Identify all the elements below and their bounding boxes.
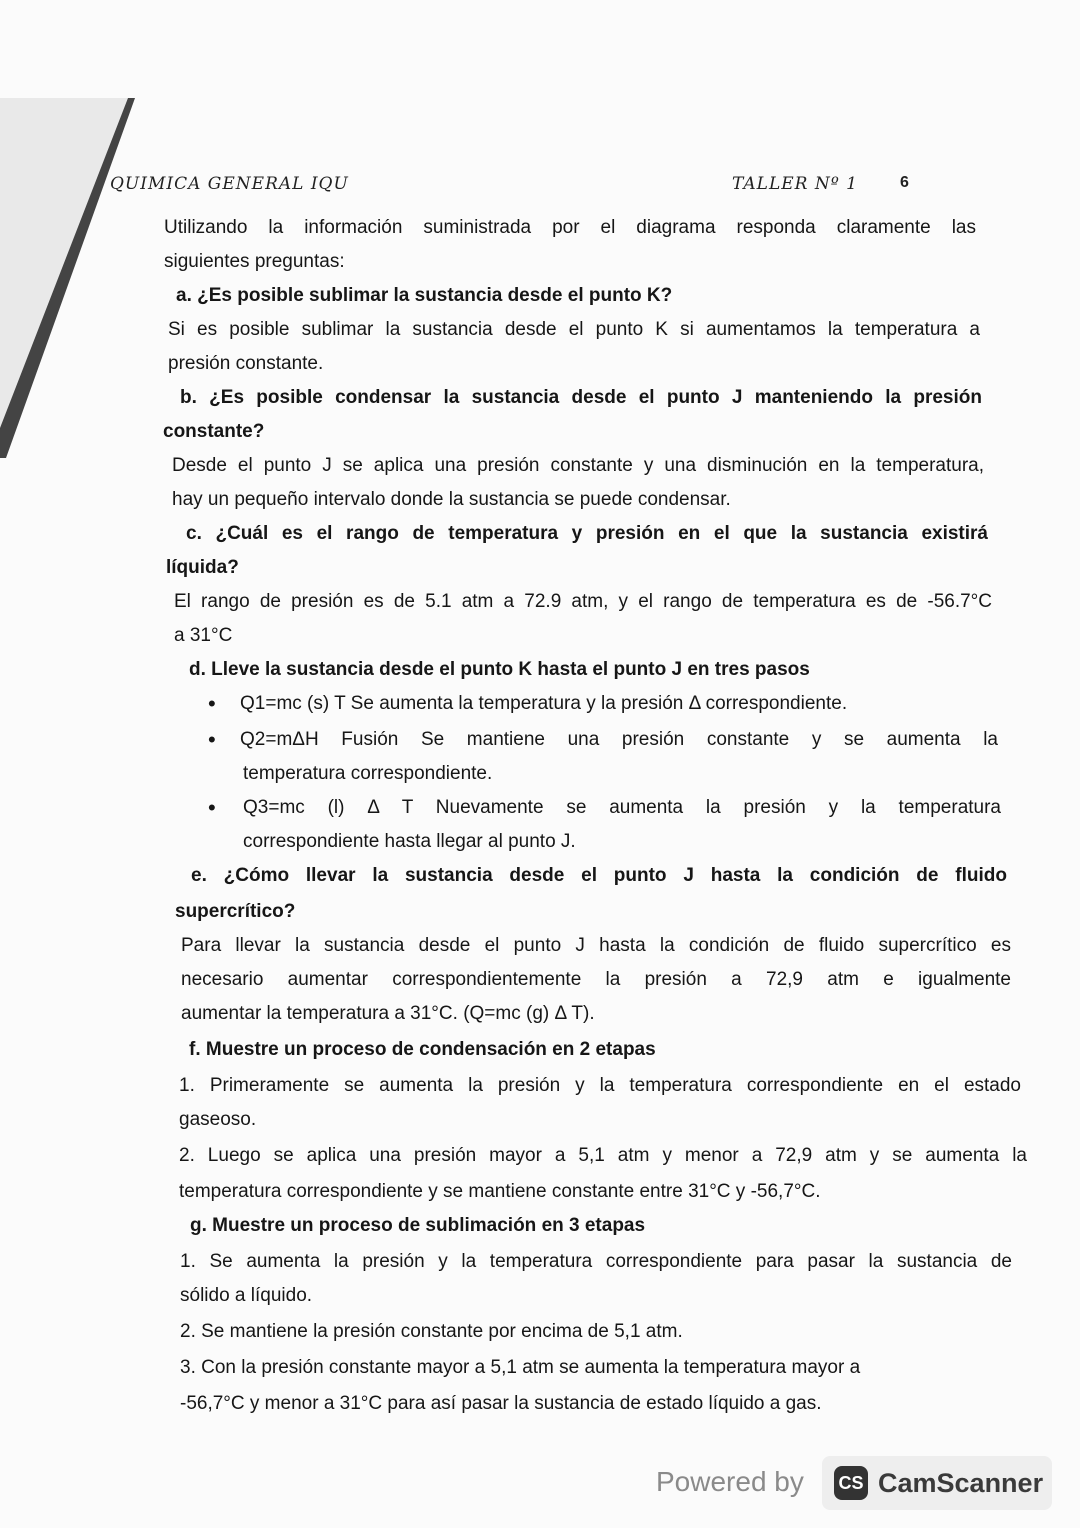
intro-line: Utilizando la información suministrada por el diagrama responda claramente las — [164, 217, 976, 238]
bullet-icon: • — [208, 691, 216, 716]
question-b: constante? — [163, 421, 265, 442]
question-e: supercrítico? — [175, 901, 296, 922]
answer-b-line: Desde el punto J se aplica una presión constante y una disminución en la temperatura, — [172, 455, 984, 476]
answer-g-line: -56,7°C y menor a 31°C para así pasar la sustancia de estado líquido a gas. — [180, 1393, 822, 1414]
answer-f-line: 2. Luego se aplica una presión mayor a 5,1 atm y menor a 72,9 atm y se aumenta la — [179, 1145, 1027, 1166]
bullet-item: Q3=mc (l) Δ T Nuevamente se aumenta la presión y la temperatura — [243, 797, 1001, 818]
question-a: a. ¿Es posible sublimar la sustancia desde el punto K? — [176, 285, 673, 306]
workshop-label: TALLER Nº 1 — [732, 174, 858, 194]
powered-by-label: Powered by — [656, 1466, 804, 1497]
answer-f-line: temperatura correspondiente y se mantiene constante entre 31°C y -56,7°C. — [179, 1181, 821, 1202]
camscanner-brand: CamScanner — [878, 1468, 1044, 1498]
course-title: QUIMICA GENERAL IQU — [110, 174, 349, 194]
intro-line: siguientes preguntas: — [164, 251, 345, 272]
answer-f-line: gaseoso. — [179, 1109, 257, 1130]
question-d: d. Lleve la sustancia desde el punto K hasta el punto J en tres pasos — [189, 659, 810, 680]
question-f: f. Muestre un proceso de condensación en 2 etapas — [189, 1039, 656, 1060]
question-b: b. ¿Es posible condensar la sustancia desde el punto J manteniendo la presión — [180, 387, 982, 408]
bullet-item: Q1=mc (s) T Se aumenta la temperatura y la presión Δ correspondiente. — [240, 693, 848, 714]
camscanner-watermark — [656, 1456, 1056, 1512]
camscanner-logo-icon: CS — [834, 1466, 868, 1500]
answer-g-line: 1. Se aumenta la presión y la temperatura correspondiente para pasar la sustancia de — [180, 1251, 1012, 1272]
answer-c-line: El rango de presión es de 5.1 atm a 72.9 atm, y el rango de temperatura es de -56.7°C — [174, 591, 992, 612]
bullet-icon: • — [208, 795, 216, 820]
answer-e-line: Para llevar la sustancia desde el punto J hasta la condición de fluido supercrítico es — [181, 935, 1011, 956]
answer-e-line: necesario aumentar correspondientemente la presión a 72,9 atm e igualmente — [181, 969, 1011, 990]
scan-page-edge — [0, 98, 140, 458]
answer-g-line: 2. Se mantiene la presión constante por encima de 5,1 atm. — [180, 1321, 683, 1342]
question-c: c. ¿Cuál es el rango de temperatura y presión en el que la sustancia existirá — [186, 523, 988, 544]
bullet-icon: • — [208, 727, 216, 752]
page-header — [110, 168, 980, 202]
answer-f-line: 1. Primeramente se aumenta la presión y la temperatura correspondiente en el estado — [179, 1075, 1021, 1096]
camscanner-badge — [822, 1456, 1052, 1510]
bullet-item: Q2=mΔH Fusión Se mantiene una presión constante y se aumenta la — [240, 729, 998, 750]
answer-b-line: hay un pequeño intervalo donde la sustancia se puede condensar. — [172, 489, 731, 510]
page-number: 6 — [900, 174, 910, 191]
question-g: g. Muestre un proceso de sublimación en 3 etapas — [190, 1215, 646, 1236]
answer-g-line: sólido a líquido. — [180, 1285, 313, 1306]
answer-e-line: aumentar la temperatura a 31°C. (Q=mc (g) Δ T). — [181, 1003, 595, 1024]
question-c: líquida? — [166, 557, 239, 578]
answer-a-line: presión constante. — [168, 353, 324, 374]
question-e: e. ¿Cómo llevar la sustancia desde el punto J hasta la condición de fluido — [191, 865, 1007, 886]
answer-a-line: Si es posible sublimar la sustancia desde el punto K si aumentamos la temperatura a — [168, 319, 980, 340]
answer-c-line: a 31°C — [174, 625, 233, 646]
answer-g-line: 3. Con la presión constante mayor a 5,1 atm se aumenta la temperatura mayor a — [180, 1357, 861, 1378]
bullet-item-continuation: correspondiente hasta llegar al punto J. — [243, 831, 576, 852]
bullet-item-continuation: temperatura correspondiente. — [243, 763, 493, 784]
